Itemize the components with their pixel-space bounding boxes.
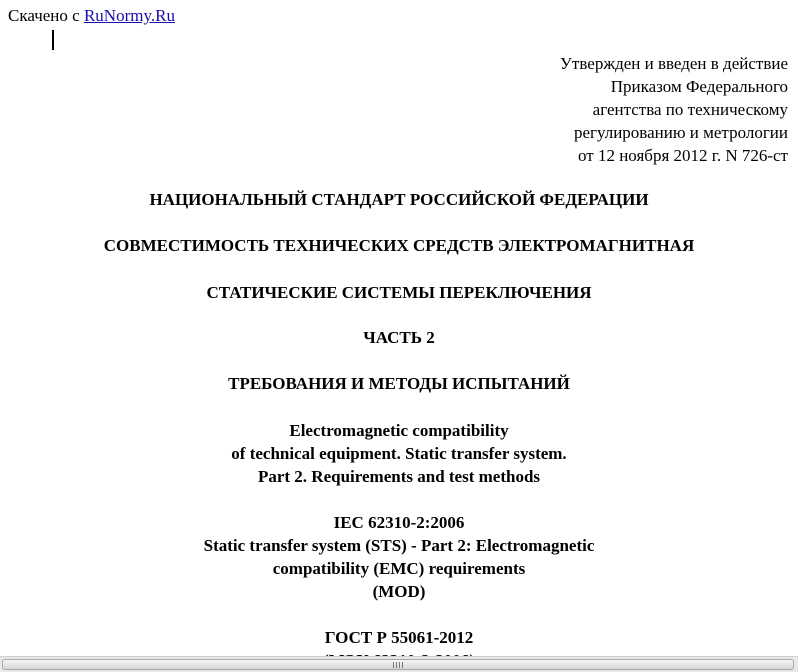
runormy-link[interactable]: RuNormy.Ru xyxy=(83,6,175,25)
part-heading: ЧАСТЬ 2 xyxy=(363,328,435,347)
iec-block xyxy=(0,511,798,603)
english-title xyxy=(0,419,798,488)
gost-number: ГОСТ Р 55061-2012 xyxy=(324,628,474,647)
approval-line: Приказом Федерального xyxy=(610,77,788,96)
approval-line: Утвержден и введен в действие xyxy=(559,54,788,73)
iec-line: (MOD) xyxy=(372,582,426,601)
horizontal-scrollbar[interactable] xyxy=(0,656,798,672)
approval-line: агентства по техническому xyxy=(592,100,788,119)
iec-line: compatibility (EMC) requirements xyxy=(272,559,526,578)
compatibility-heading: СОВМЕСТИМОСТЬ ТЕХНИЧЕСКИХ СРЕДСТВ ЭЛЕКТРОМАГНИТНАЯ xyxy=(103,236,695,255)
source-line xyxy=(8,6,175,26)
scrollbar-thumb[interactable] xyxy=(2,659,794,670)
systems-heading: СТАТИЧЕСКИЕ СИСТЕМЫ ПЕРЕКЛЮЧЕНИЯ xyxy=(206,283,592,302)
iec-line: Static transfer system (STS) - Part 2: Electromagnetic xyxy=(203,536,595,555)
iec-line: IEC 62310-2:2006 xyxy=(333,513,465,532)
national-standard-heading: НАЦИОНАЛЬНЫЙ СТАНДАРТ РОССИЙСКОЙ ФЕДЕРАЦИИ xyxy=(149,190,649,209)
english-title-line: Part 2. Requirements and test methods xyxy=(257,467,541,486)
grip-icon xyxy=(393,662,403,668)
english-title-line: Electromagnetic compatibility xyxy=(289,421,509,440)
approval-block xyxy=(560,52,788,167)
text-cursor xyxy=(52,30,54,50)
source-prefix: Скачено с xyxy=(8,6,80,25)
approval-line: от 12 ноября 2012 г. N 726-ст xyxy=(578,146,788,165)
english-title-line: of technical equipment. Static transfer system. xyxy=(231,444,567,463)
approval-line: регулированию и метрологии xyxy=(573,123,788,142)
requirements-heading: ТРЕБОВАНИЯ И МЕТОДЫ ИСПЫТАНИЙ xyxy=(228,374,570,393)
